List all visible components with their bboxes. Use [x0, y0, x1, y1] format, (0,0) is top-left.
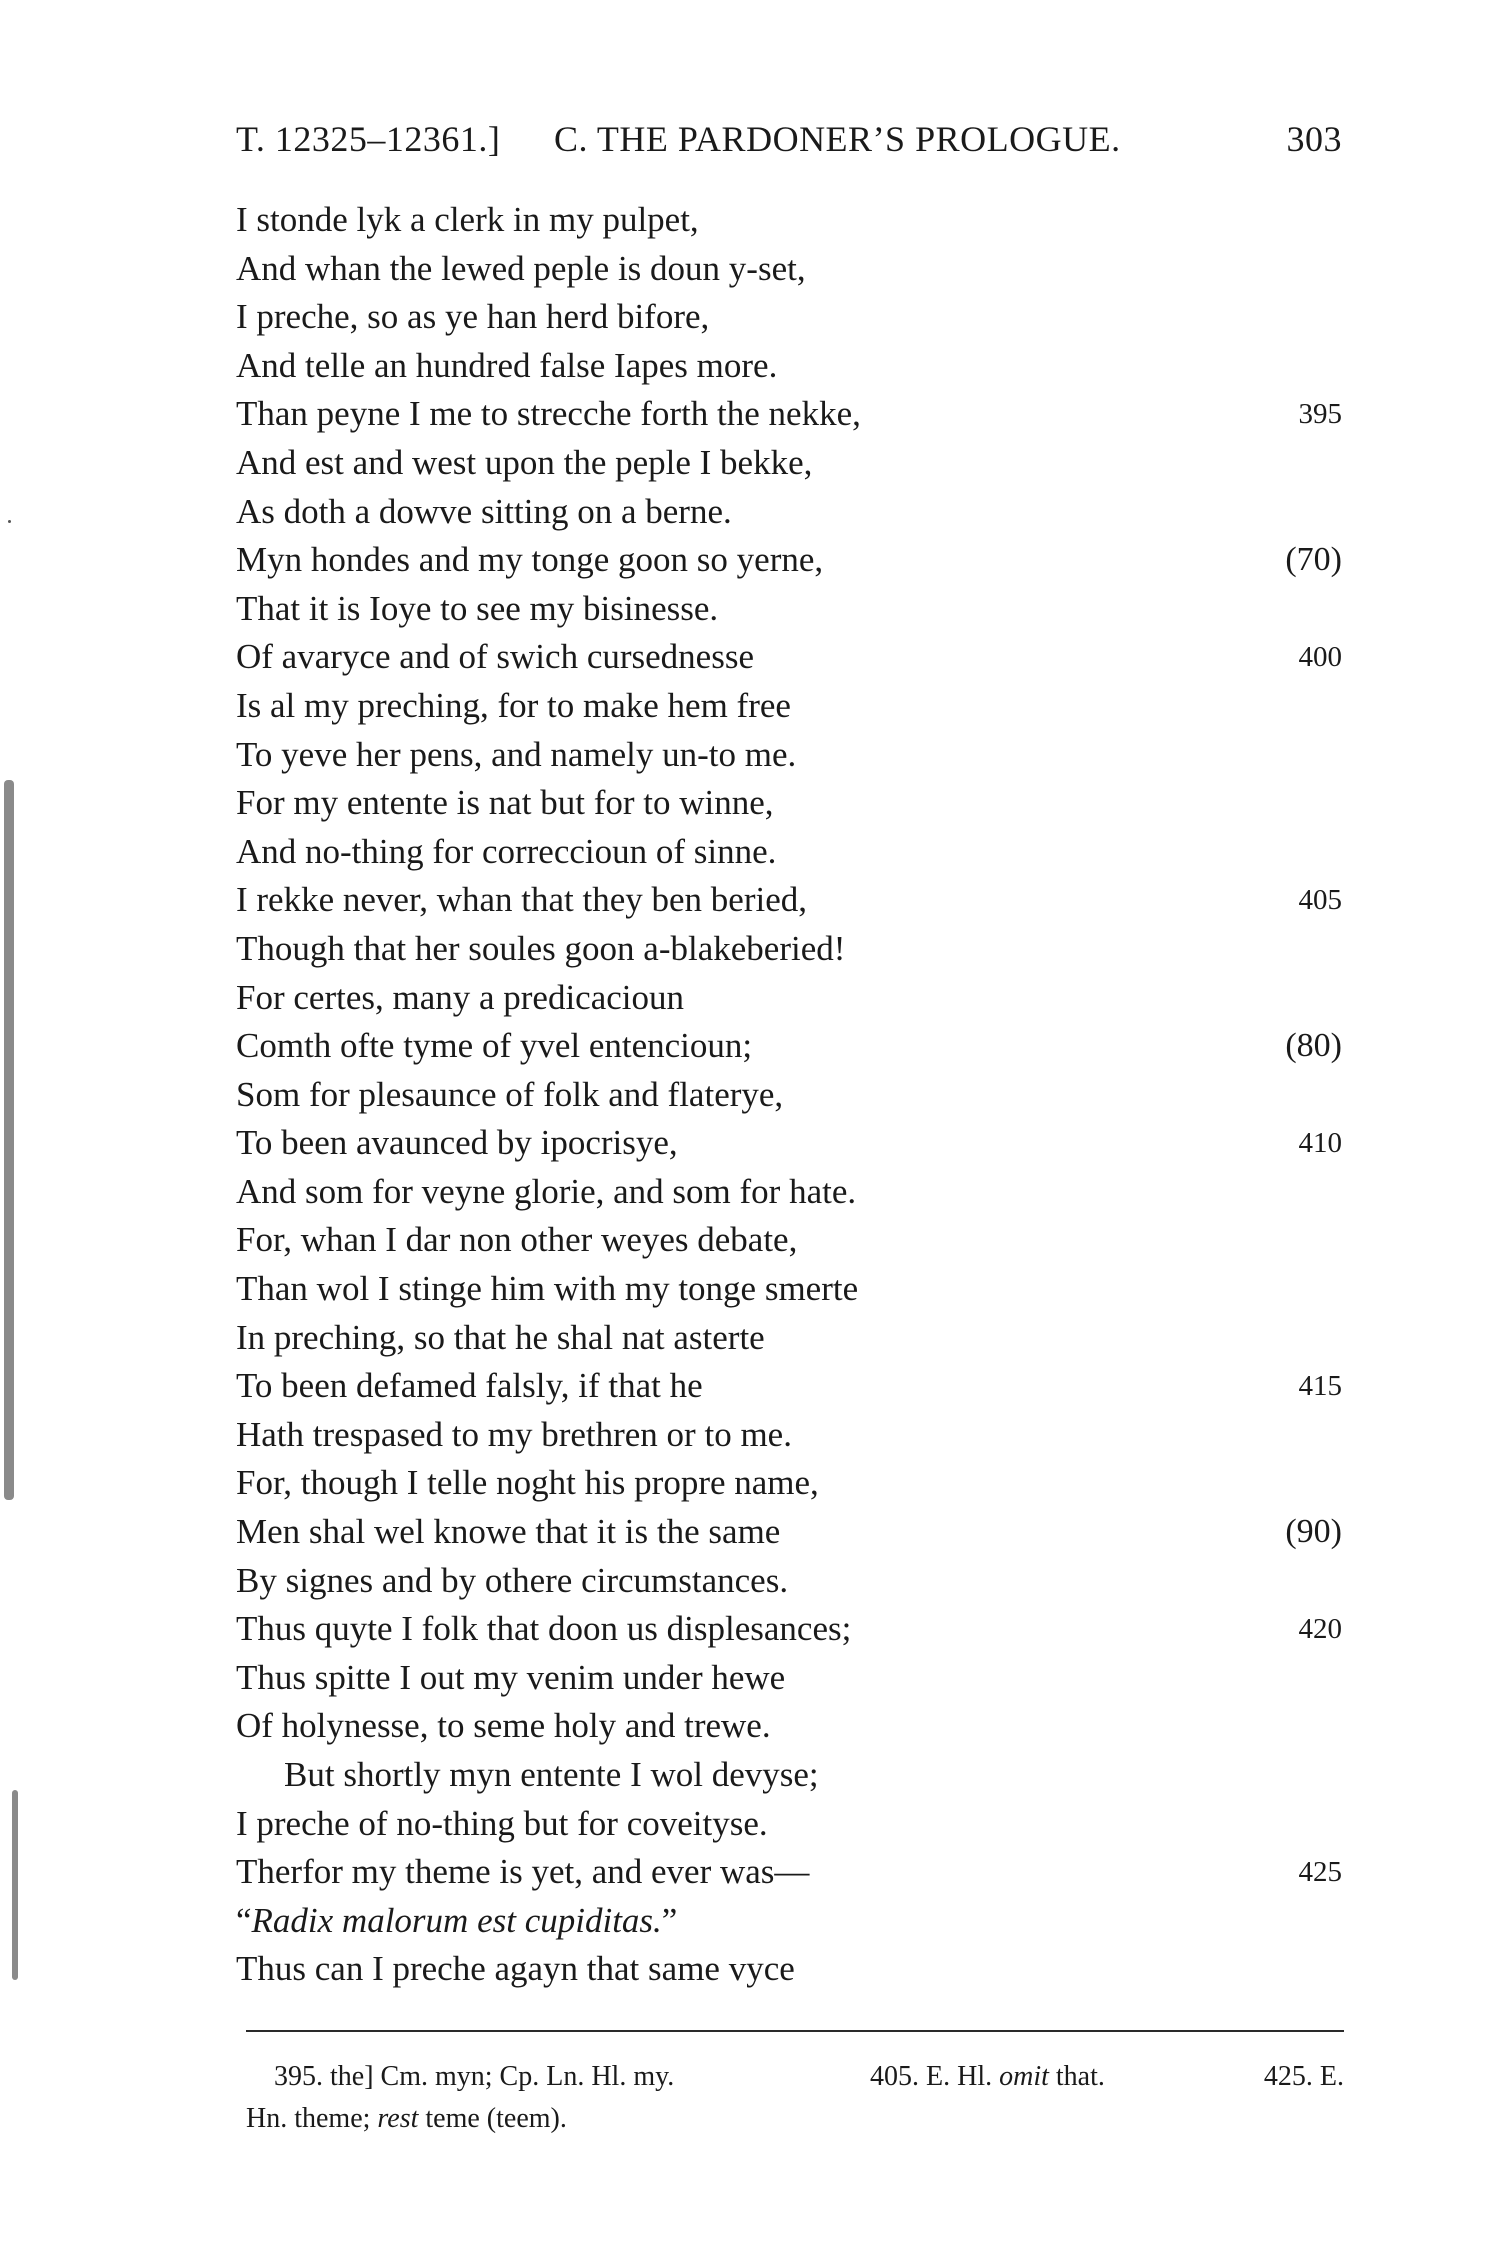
header-title: C. THE PARDONER’S PROLOGUE. — [554, 119, 1121, 159]
verse-block — [236, 196, 1342, 1994]
verse-line — [236, 1022, 1342, 1071]
running-header — [236, 112, 1342, 168]
verse-line — [236, 1945, 1342, 1994]
verse-line-text: I rekke never, whan that they ben beried, — [236, 880, 807, 920]
header-line-reference: T. 12325–12361.] — [236, 119, 501, 159]
line-number: 415 — [1298, 1370, 1342, 1403]
verse-line-text: Thus can I preche agayn that same vyce — [236, 1949, 795, 1989]
verse-line-text: And som for veyne glorie, and som for hate. — [236, 1171, 857, 1211]
verse-line — [236, 1508, 1342, 1557]
verse-line-text: Of avaryce and of swich cursednesse — [236, 637, 754, 677]
verse-line — [236, 245, 1342, 294]
verse-line-text: Than peyne I me to strecche forth the nekke, — [236, 394, 861, 434]
verse-line-text: Than wol I stinge him with my tonge smerte — [236, 1269, 859, 1309]
line-number: 400 — [1298, 641, 1342, 674]
verse-line — [236, 390, 1342, 439]
line-number: 395 — [1298, 398, 1342, 431]
verse-line-text: And whan the lewed peple is doun y-set, — [236, 248, 806, 288]
verse-line-text: Is al my preching, for to make hem free — [236, 685, 791, 725]
verse-line-text: To been avaunced by ipocrisye, — [236, 1123, 678, 1163]
verse-line-text: Thus quyte I folk that doon us displesances; — [236, 1609, 852, 1649]
verse-line-text: And est and west upon the peple I bekke, — [236, 442, 813, 482]
verse-line — [236, 682, 1342, 731]
verse-line-text: I preche, so as ye han herd bifore, — [236, 297, 710, 337]
verse-line — [236, 293, 1342, 342]
verse-line — [236, 1800, 1342, 1849]
verse-line — [236, 876, 1342, 925]
verse-line-text: Men shal wel knowe that it is the same — [236, 1512, 781, 1552]
binding-shadow — [4, 780, 14, 1500]
page-number: 303 — [1286, 119, 1342, 159]
footnote-425-continued: Hn. theme; rest teme (teem). — [246, 2103, 567, 2134]
verse-line-text: Som for plesaunce of folk and flaterye, — [236, 1074, 784, 1114]
footnotes — [246, 2056, 1344, 2140]
verse-line — [236, 439, 1342, 488]
verse-line-text: But shortly myn entente I wol devyse; — [284, 1755, 819, 1794]
verse-line-text: I stonde lyk a clerk in my pulpet, — [236, 200, 699, 239]
verse-line — [236, 1411, 1342, 1460]
line-number: 425 — [1298, 1856, 1342, 1889]
line-number: (70) — [1285, 541, 1342, 579]
verse-line-text: Comth ofte tyme of yvel entencioun; — [236, 1026, 753, 1066]
verse-line-text: In preching, so that he shal nat asterte — [236, 1317, 765, 1357]
line-number: 405 — [1298, 884, 1342, 917]
verse-line — [236, 1751, 1342, 1800]
verse-line — [236, 1557, 1342, 1606]
verse-line — [236, 1362, 1342, 1411]
footnote-405: 405. E. Hl. omit that. — [870, 2061, 1105, 2092]
verse-line-text: Myn hondes and my tonge goon so yerne, — [236, 540, 824, 580]
scan-gutter-shadow — [0, 0, 60, 2262]
verse-line-text: To been defamed falsly, if that he — [236, 1366, 703, 1406]
verse-line-text: And telle an hundred false Iapes more. — [236, 345, 778, 385]
verse-line-text: For, though I telle noght his propre name, — [236, 1463, 819, 1503]
verse-line — [236, 1168, 1342, 1217]
verse-line-text: As doth a dowve sitting on a berne. — [236, 491, 732, 531]
verse-line — [236, 731, 1342, 780]
verse-line-text: Of holynesse, to seme holy and trewe. — [236, 1706, 771, 1746]
line-number: (80) — [1285, 1027, 1342, 1065]
verse-line-text: To yeve her pens, and namely un-to me. — [236, 734, 797, 774]
verse-line — [236, 1119, 1342, 1168]
verse-line — [236, 196, 1342, 245]
verse-line — [236, 974, 1342, 1023]
footnote-395: 395. the] Cm. myn; Cp. Ln. Hl. my. — [274, 2061, 675, 2092]
verse-line — [236, 828, 1342, 877]
verse-line — [236, 342, 1342, 391]
verse-line — [236, 1459, 1342, 1508]
verse-line-text: For, whan I dar non other weyes debate, — [236, 1220, 798, 1260]
verse-line-text: For my entente is nat but for to winne, — [236, 783, 774, 823]
verse-line — [236, 536, 1342, 585]
verse-line-text: I preche of no-thing but for coveityse. — [236, 1803, 768, 1843]
verse-line-text: “Radix malorum est cupiditas.” — [236, 1900, 678, 1940]
verse-line — [236, 1216, 1342, 1265]
line-number: (90) — [1285, 1513, 1342, 1551]
footnote-row — [246, 2098, 1344, 2140]
verse-line — [236, 1071, 1342, 1120]
verse-line-text: And no-thing for correccioun of sinne. — [236, 831, 777, 871]
footnote-425: 425. E. — [1263, 2061, 1344, 2092]
verse-line — [236, 1265, 1342, 1314]
verse-line-text: For certes, many a predicacioun — [236, 977, 685, 1017]
verse-line — [236, 1848, 1342, 1897]
line-number: 420 — [1298, 1613, 1342, 1646]
footnote-rule — [246, 2030, 1344, 2032]
verse-line — [236, 925, 1342, 974]
verse-line-text: Though that her soules goon a-blakeberied! — [236, 928, 846, 968]
verse-line-text: By signes and by othere circumstances. — [236, 1560, 789, 1600]
verse-line — [236, 633, 1342, 682]
verse-line-text: Thus spitte I out my venim under hewe — [236, 1657, 786, 1697]
verse-line — [236, 1314, 1342, 1363]
verse-line — [236, 488, 1342, 537]
verse-line-text: Hath trespased to my brethren or to me. — [236, 1414, 792, 1454]
verse-line — [236, 1654, 1342, 1703]
line-number: 410 — [1298, 1127, 1342, 1160]
binding-shadow-lower — [12, 1790, 18, 1980]
verse-line-text: Therfor my theme is yet, and ever was— — [236, 1852, 810, 1892]
verse-line — [236, 1605, 1342, 1654]
verse-line — [236, 585, 1342, 634]
verse-line-text: That it is Ioye to see my bisinesse. — [236, 588, 719, 628]
verse-line — [236, 1702, 1342, 1751]
verse-line — [236, 1897, 1342, 1946]
footnote-row — [246, 2056, 1344, 2098]
scan-speck — [8, 520, 11, 523]
verse-line — [236, 779, 1342, 828]
